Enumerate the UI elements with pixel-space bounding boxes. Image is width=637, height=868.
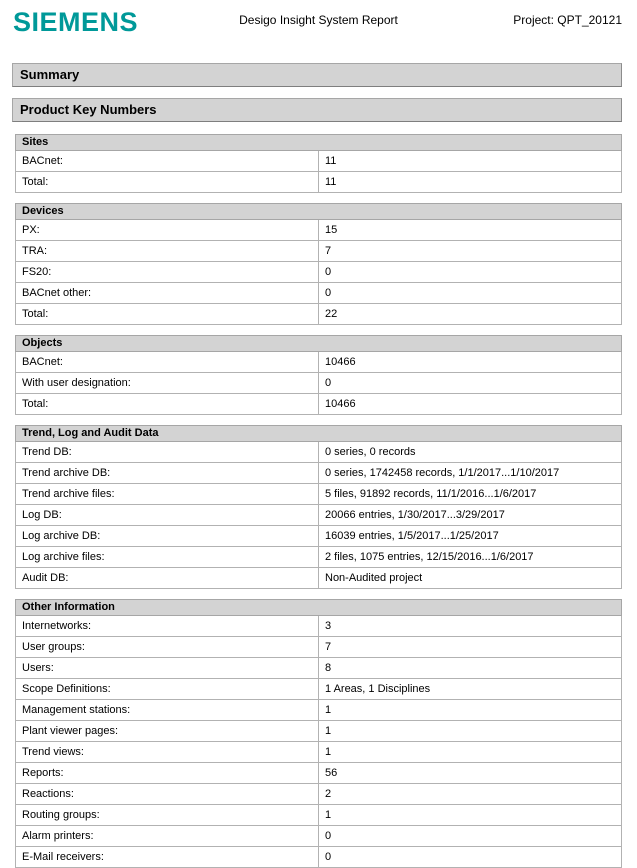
- tables-container: [0, 134, 637, 868]
- row-label: FS20:: [16, 262, 319, 283]
- row-value: 0: [319, 262, 622, 283]
- table-row: [16, 826, 622, 847]
- table-title-row: [16, 600, 622, 616]
- row-label: BACnet:: [16, 352, 319, 373]
- row-label: Log archive files:: [16, 547, 319, 568]
- row-label: Trend DB:: [16, 442, 319, 463]
- table-title-row: [16, 204, 622, 220]
- section-header-summary: Summary: [12, 63, 622, 87]
- row-value: 11: [319, 151, 622, 172]
- row-label: Reactions:: [16, 784, 319, 805]
- table-row: [16, 547, 622, 568]
- row-label: Management stations:: [16, 700, 319, 721]
- table-row: [16, 352, 622, 373]
- row-label: Total:: [16, 172, 319, 193]
- table-row: [16, 847, 622, 868]
- row-label: Scope Definitions:: [16, 679, 319, 700]
- table-body: [16, 352, 622, 415]
- row-value: 0 series, 1742458 records, 1/1/2017...1/10/2017: [319, 463, 622, 484]
- row-label: Total:: [16, 304, 319, 325]
- table-title-row: [16, 426, 622, 442]
- table-body: [16, 151, 622, 193]
- row-label: Total:: [16, 394, 319, 415]
- row-value: 15: [319, 220, 622, 241]
- row-label: Log archive DB:: [16, 526, 319, 547]
- table-row: [16, 721, 622, 742]
- table-title: Objects: [16, 336, 622, 352]
- key-numbers-table: [15, 134, 622, 193]
- row-value: 22: [319, 304, 622, 325]
- table-title: Other Information: [16, 600, 622, 616]
- table-row: [16, 658, 622, 679]
- row-value: 10466: [319, 394, 622, 415]
- row-label: Internetworks:: [16, 616, 319, 637]
- table-row: [16, 442, 622, 463]
- table-row: [16, 784, 622, 805]
- row-label: PX:: [16, 220, 319, 241]
- row-label: Plant viewer pages:: [16, 721, 319, 742]
- table-title: Devices: [16, 204, 622, 220]
- table-row: [16, 637, 622, 658]
- table-row: [16, 283, 622, 304]
- table-head: [16, 135, 622, 151]
- row-label: Trend archive files:: [16, 484, 319, 505]
- row-label: Alarm printers:: [16, 826, 319, 847]
- table-body: [16, 442, 622, 589]
- table-row: [16, 484, 622, 505]
- row-value: 1: [319, 805, 622, 826]
- row-value: 1: [319, 721, 622, 742]
- table-title: Sites: [16, 135, 622, 151]
- row-value: 1: [319, 700, 622, 721]
- row-value: 0: [319, 826, 622, 847]
- table-row: [16, 616, 622, 637]
- table-row: [16, 463, 622, 484]
- row-value: 10466: [319, 352, 622, 373]
- table-title-row: [16, 135, 622, 151]
- row-value: 1: [319, 742, 622, 763]
- row-label: E-Mail receivers:: [16, 847, 319, 868]
- table-row: [16, 805, 622, 826]
- table-title-row: [16, 336, 622, 352]
- row-label: Trend views:: [16, 742, 319, 763]
- table-row: [16, 526, 622, 547]
- row-label: Audit DB:: [16, 568, 319, 589]
- table-title: Trend, Log and Audit Data: [16, 426, 622, 442]
- row-value: 7: [319, 241, 622, 262]
- row-label: Users:: [16, 658, 319, 679]
- row-label: TRA:: [16, 241, 319, 262]
- table-row: [16, 679, 622, 700]
- row-value: 56: [319, 763, 622, 784]
- row-label: With user designation:: [16, 373, 319, 394]
- table-head: [16, 336, 622, 352]
- report-header: [0, 0, 637, 63]
- row-label: Trend archive DB:: [16, 463, 319, 484]
- row-label: Reports:: [16, 763, 319, 784]
- table-head: [16, 426, 622, 442]
- row-value: 7: [319, 637, 622, 658]
- section-header-product-key-numbers: Product Key Numbers: [12, 98, 622, 122]
- row-value: 20066 entries, 1/30/2017...3/29/2017: [319, 505, 622, 526]
- key-numbers-table: [15, 203, 622, 325]
- row-label: User groups:: [16, 637, 319, 658]
- row-value: 1 Areas, 1 Disciplines: [319, 679, 622, 700]
- report-title: Desigo Insight System Report: [239, 13, 398, 27]
- row-label: BACnet other:: [16, 283, 319, 304]
- key-numbers-table: [15, 599, 622, 868]
- row-value: 3: [319, 616, 622, 637]
- row-value: 2: [319, 784, 622, 805]
- row-value: 0: [319, 283, 622, 304]
- table-row: [16, 394, 622, 415]
- project-label: Project: QPT_20121: [513, 13, 622, 27]
- table-row: [16, 742, 622, 763]
- row-value: 16039 entries, 1/5/2017...1/25/2017: [319, 526, 622, 547]
- row-label: Log DB:: [16, 505, 319, 526]
- row-value: 2 files, 1075 entries, 12/15/2016...1/6/2017: [319, 547, 622, 568]
- table-row: [16, 568, 622, 589]
- row-label: BACnet:: [16, 151, 319, 172]
- row-label: Routing groups:: [16, 805, 319, 826]
- table-row: [16, 304, 622, 325]
- table-head: [16, 600, 622, 616]
- key-numbers-table: [15, 335, 622, 415]
- row-value: Non-Audited project: [319, 568, 622, 589]
- row-value: 0: [319, 847, 622, 868]
- row-value: 0: [319, 373, 622, 394]
- table-row: [16, 241, 622, 262]
- table-row: [16, 172, 622, 193]
- row-value: 0 series, 0 records: [319, 442, 622, 463]
- table-row: [16, 151, 622, 172]
- row-value: 5 files, 91892 records, 11/1/2016...1/6/2017: [319, 484, 622, 505]
- row-value: 8: [319, 658, 622, 679]
- table-row: [16, 700, 622, 721]
- key-numbers-table: [15, 425, 622, 589]
- table-row: [16, 220, 622, 241]
- table-body: [16, 616, 622, 868]
- table-head: [16, 204, 622, 220]
- table-row: [16, 262, 622, 283]
- table-row: [16, 505, 622, 526]
- siemens-logo: SIEMENS: [13, 7, 139, 37]
- row-value: 11: [319, 172, 622, 193]
- table-row: [16, 373, 622, 394]
- table-row: [16, 763, 622, 784]
- table-body: [16, 220, 622, 325]
